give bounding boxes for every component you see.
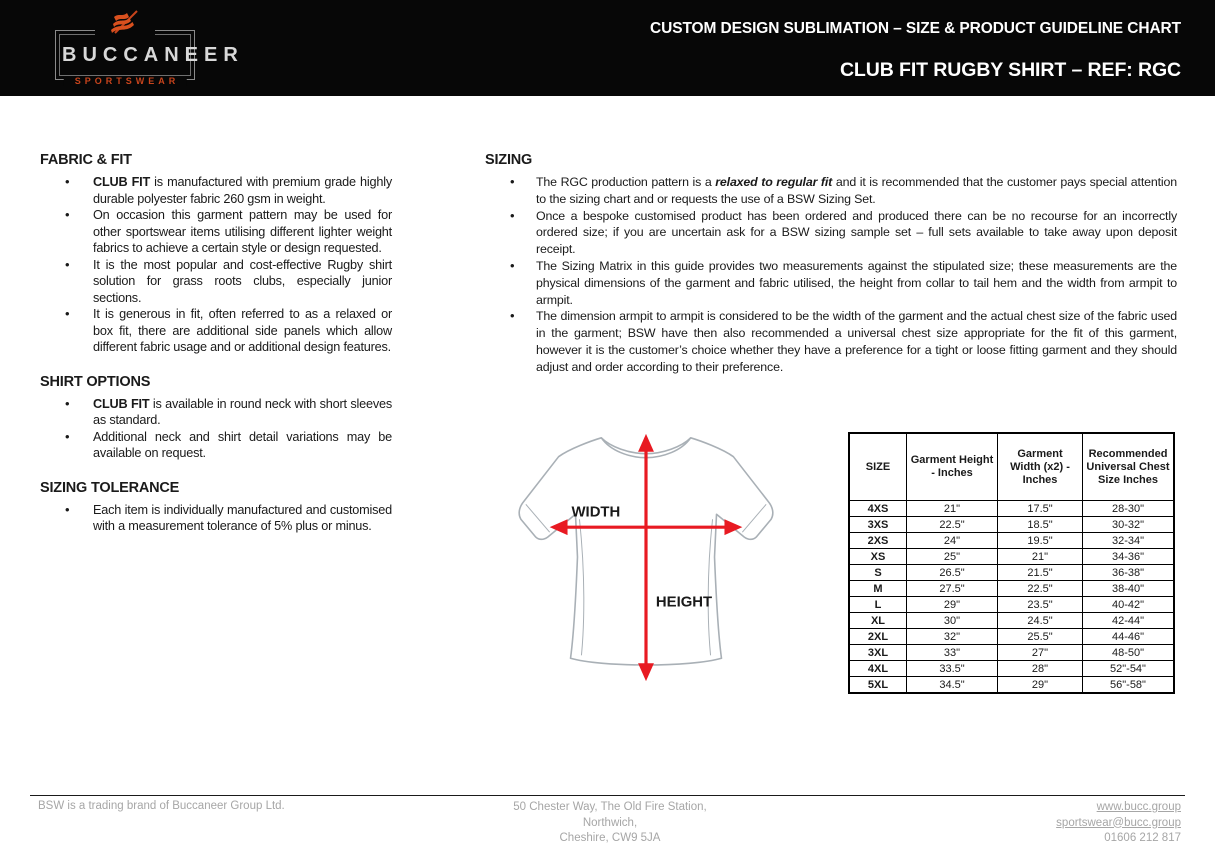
size-table-row: [849, 565, 1174, 581]
brand-tagline: SPORTSWEAR: [64, 76, 187, 86]
measurement-cell: 22.5": [998, 581, 1083, 597]
section-heading-shirt-options: SHIRT OPTIONS: [40, 373, 151, 390]
column-header-size: SIZE: [849, 433, 907, 501]
size-cell: L: [849, 597, 907, 613]
size-table-row: [849, 581, 1174, 597]
measurement-cell: 34-36": [1083, 549, 1175, 565]
product-title: CLUB FIT RUGBY SHIRT – REF: RGC: [839, 59, 1181, 81]
measurement-cell: 21.5": [998, 565, 1083, 581]
size-cell: 2XS: [849, 533, 907, 549]
size-cell: S: [849, 565, 907, 581]
measurement-cell: 25": [907, 549, 998, 565]
size-table-row: [849, 613, 1174, 629]
column-header-chest: Recommended Universal Chest Size Inches: [1083, 433, 1175, 501]
measurement-cell: 27.5": [907, 581, 998, 597]
measurement-cell: 18.5": [998, 517, 1083, 533]
list-item: • It is generous in fit, often referred to as a relaxed or box fit, there are additional side panels which allow different fabric usage and or additional design features.: [40, 306, 392, 356]
measurement-cell: 19.5": [998, 533, 1083, 549]
brand-name: BUCCANEER: [62, 44, 244, 66]
section-heading-fabric-fit: FABRIC & FIT: [40, 152, 132, 168]
address-line: Cheshire, CW9 5JA: [559, 832, 661, 844]
size-table-row: [849, 629, 1174, 645]
measurement-cell: 25.5": [998, 629, 1083, 645]
measurement-cell: 56"-58": [1083, 677, 1175, 694]
shirt-options-list: [40, 396, 392, 462]
document-title: CUSTOM DESIGN SUBLIMATION – SIZE & PRODUCT GUIDELINE CHART: [650, 20, 1181, 37]
measurement-cell: 30-32": [1083, 517, 1175, 533]
list-item: • Once a bespoke customised product has been ordered and produced there can be no recourse for an incorrectly ordered size; if you are uncertain ask for a BSW sizing sample set – full sets available to take away upon deposit receipt.: [485, 208, 1177, 258]
address-line: 50 Chester Way, The Old Fire Station,: [513, 801, 707, 813]
list-item: • Additional neck and shirt detail variations may be available on request.: [40, 429, 392, 462]
measurement-cell: 17.5": [998, 501, 1083, 517]
flag-icon: [95, 9, 155, 39]
section-heading-sizing-tolerance: SIZING TOLERANCE: [40, 479, 180, 496]
measurement-cell: 38-40": [1083, 581, 1175, 597]
measurement-cell: 29": [907, 597, 998, 613]
size-cell: 3XS: [849, 517, 907, 533]
email-link[interactable]: sportswear@bucc.group: [1056, 816, 1181, 829]
list-item: • CLUB FIT is manufactured with premium grade highly durable polyester fabric 260 gsm in weight.: [40, 174, 392, 207]
list-item: • Each item is individually manufactured and customised with a measurement tolerance of 5% plus or minus.: [40, 502, 392, 535]
list-item: • On occasion this garment pattern may be used for other sportswear items utilising different lighter weight fabrics to achieve a certain style or design requested.: [40, 207, 392, 257]
column-header-height: Garment Height - Inches: [907, 433, 998, 501]
footer-trading-note: BSW is a trading brand of Buccaneer Group Ltd.: [38, 800, 285, 812]
list-item: • It is the most popular and cost-effective Rugby shirt solution for grass roots clubs, especially junior sections.: [40, 257, 392, 307]
measurement-cell: 32-34": [1083, 533, 1175, 549]
list-item: • The dimension armpit to armpit is considered to be the width of the garment and the actual chest size of the fabric used in the garment; BSW have then also recommended a universal chest size appropriate for the fit of this garment, however it is the customer’s choice whether they have a preference for a tight or loose fitting garment and they should adjust and order according to their preference.: [485, 308, 1177, 375]
size-table-row: [849, 597, 1174, 613]
size-cell: 5XL: [849, 677, 907, 694]
size-cell: 4XS: [849, 501, 907, 517]
size-table-row: [849, 645, 1174, 661]
footer-divider: [30, 795, 1185, 796]
header-bar: [0, 0, 1215, 96]
fabric-fit-list: [40, 174, 392, 356]
measurement-cell: 36-38": [1083, 565, 1175, 581]
measurement-cell: 32": [907, 629, 998, 645]
measurement-cell: 30": [907, 613, 998, 629]
measurement-cell: 22.5": [907, 517, 998, 533]
size-table-row: [849, 517, 1174, 533]
size-table-row: [849, 661, 1174, 677]
measurement-cell: 23.5": [998, 597, 1083, 613]
measurement-cell: 26.5": [907, 565, 998, 581]
size-cell: XS: [849, 549, 907, 565]
section-heading-sizing: SIZING: [485, 152, 533, 168]
footer-address: [430, 800, 790, 847]
size-cell: XL: [849, 613, 907, 629]
footer-contact: [1056, 800, 1181, 847]
measurement-cell: 48-50": [1083, 645, 1175, 661]
measurement-cell: 24.5": [998, 613, 1083, 629]
size-cell: 4XL: [849, 661, 907, 677]
right-column: [485, 152, 1177, 376]
size-cell: 3XL: [849, 645, 907, 661]
measurement-cell: 33.5": [907, 661, 998, 677]
measurement-cell: 28": [998, 661, 1083, 677]
size-cell: M: [849, 581, 907, 597]
measurement-cell: 21": [998, 549, 1083, 565]
size-cell: 2XL: [849, 629, 907, 645]
address-line: Northwich,: [582, 816, 638, 829]
measurement-cell: 34.5": [907, 677, 998, 694]
size-table-row: [849, 501, 1174, 517]
column-header-width: Garment Width (x2) - Inches: [998, 433, 1083, 501]
size-table: [848, 432, 1175, 694]
measurement-cell: 28-30": [1083, 501, 1175, 517]
measurement-cell: 44-46": [1083, 629, 1175, 645]
height-label: HEIGHT: [655, 594, 713, 611]
measurement-cell: 21": [907, 501, 998, 517]
measurement-cell: 42-44": [1083, 613, 1175, 629]
list-item: • The Sizing Matrix in this guide provides two measurements against the stipulated size; these measurements are the physical dimensions of the garment and fabric utilised, the height from collar to tail hem and the width from armpit to armpit.: [485, 258, 1177, 308]
size-table-row: [849, 533, 1174, 549]
sizing-tolerance-list: [40, 502, 392, 535]
list-item: • The RGC production pattern is a relaxed to regular fit and it is recommended that the customer pays special attention to the sizing chart and or requests the use of a BSW Sizing Set.: [485, 174, 1177, 208]
measurement-cell: 52"-54": [1083, 661, 1175, 677]
sizing-list: [485, 174, 1177, 376]
website-link[interactable]: www.bucc.group: [1096, 801, 1181, 813]
measurement-cell: 27": [998, 645, 1083, 661]
buccaneer-logo: [55, 30, 244, 86]
list-item: • CLUB FIT is available in round neck with short sleeves as standard.: [40, 396, 392, 429]
size-table-header-row: [849, 433, 1174, 501]
measurement-cell: 33": [907, 645, 998, 661]
size-table-row: [849, 677, 1174, 694]
phone-number: 01606 212 817: [1104, 832, 1181, 844]
size-table-row: [849, 549, 1174, 565]
left-column: [40, 152, 392, 535]
measurement-cell: 24": [907, 533, 998, 549]
shirt-measurement-diagram: [502, 415, 790, 693]
measurement-cell: 40-42": [1083, 597, 1175, 613]
measurement-cell: 29": [998, 677, 1083, 694]
width-label: WIDTH: [571, 504, 621, 521]
